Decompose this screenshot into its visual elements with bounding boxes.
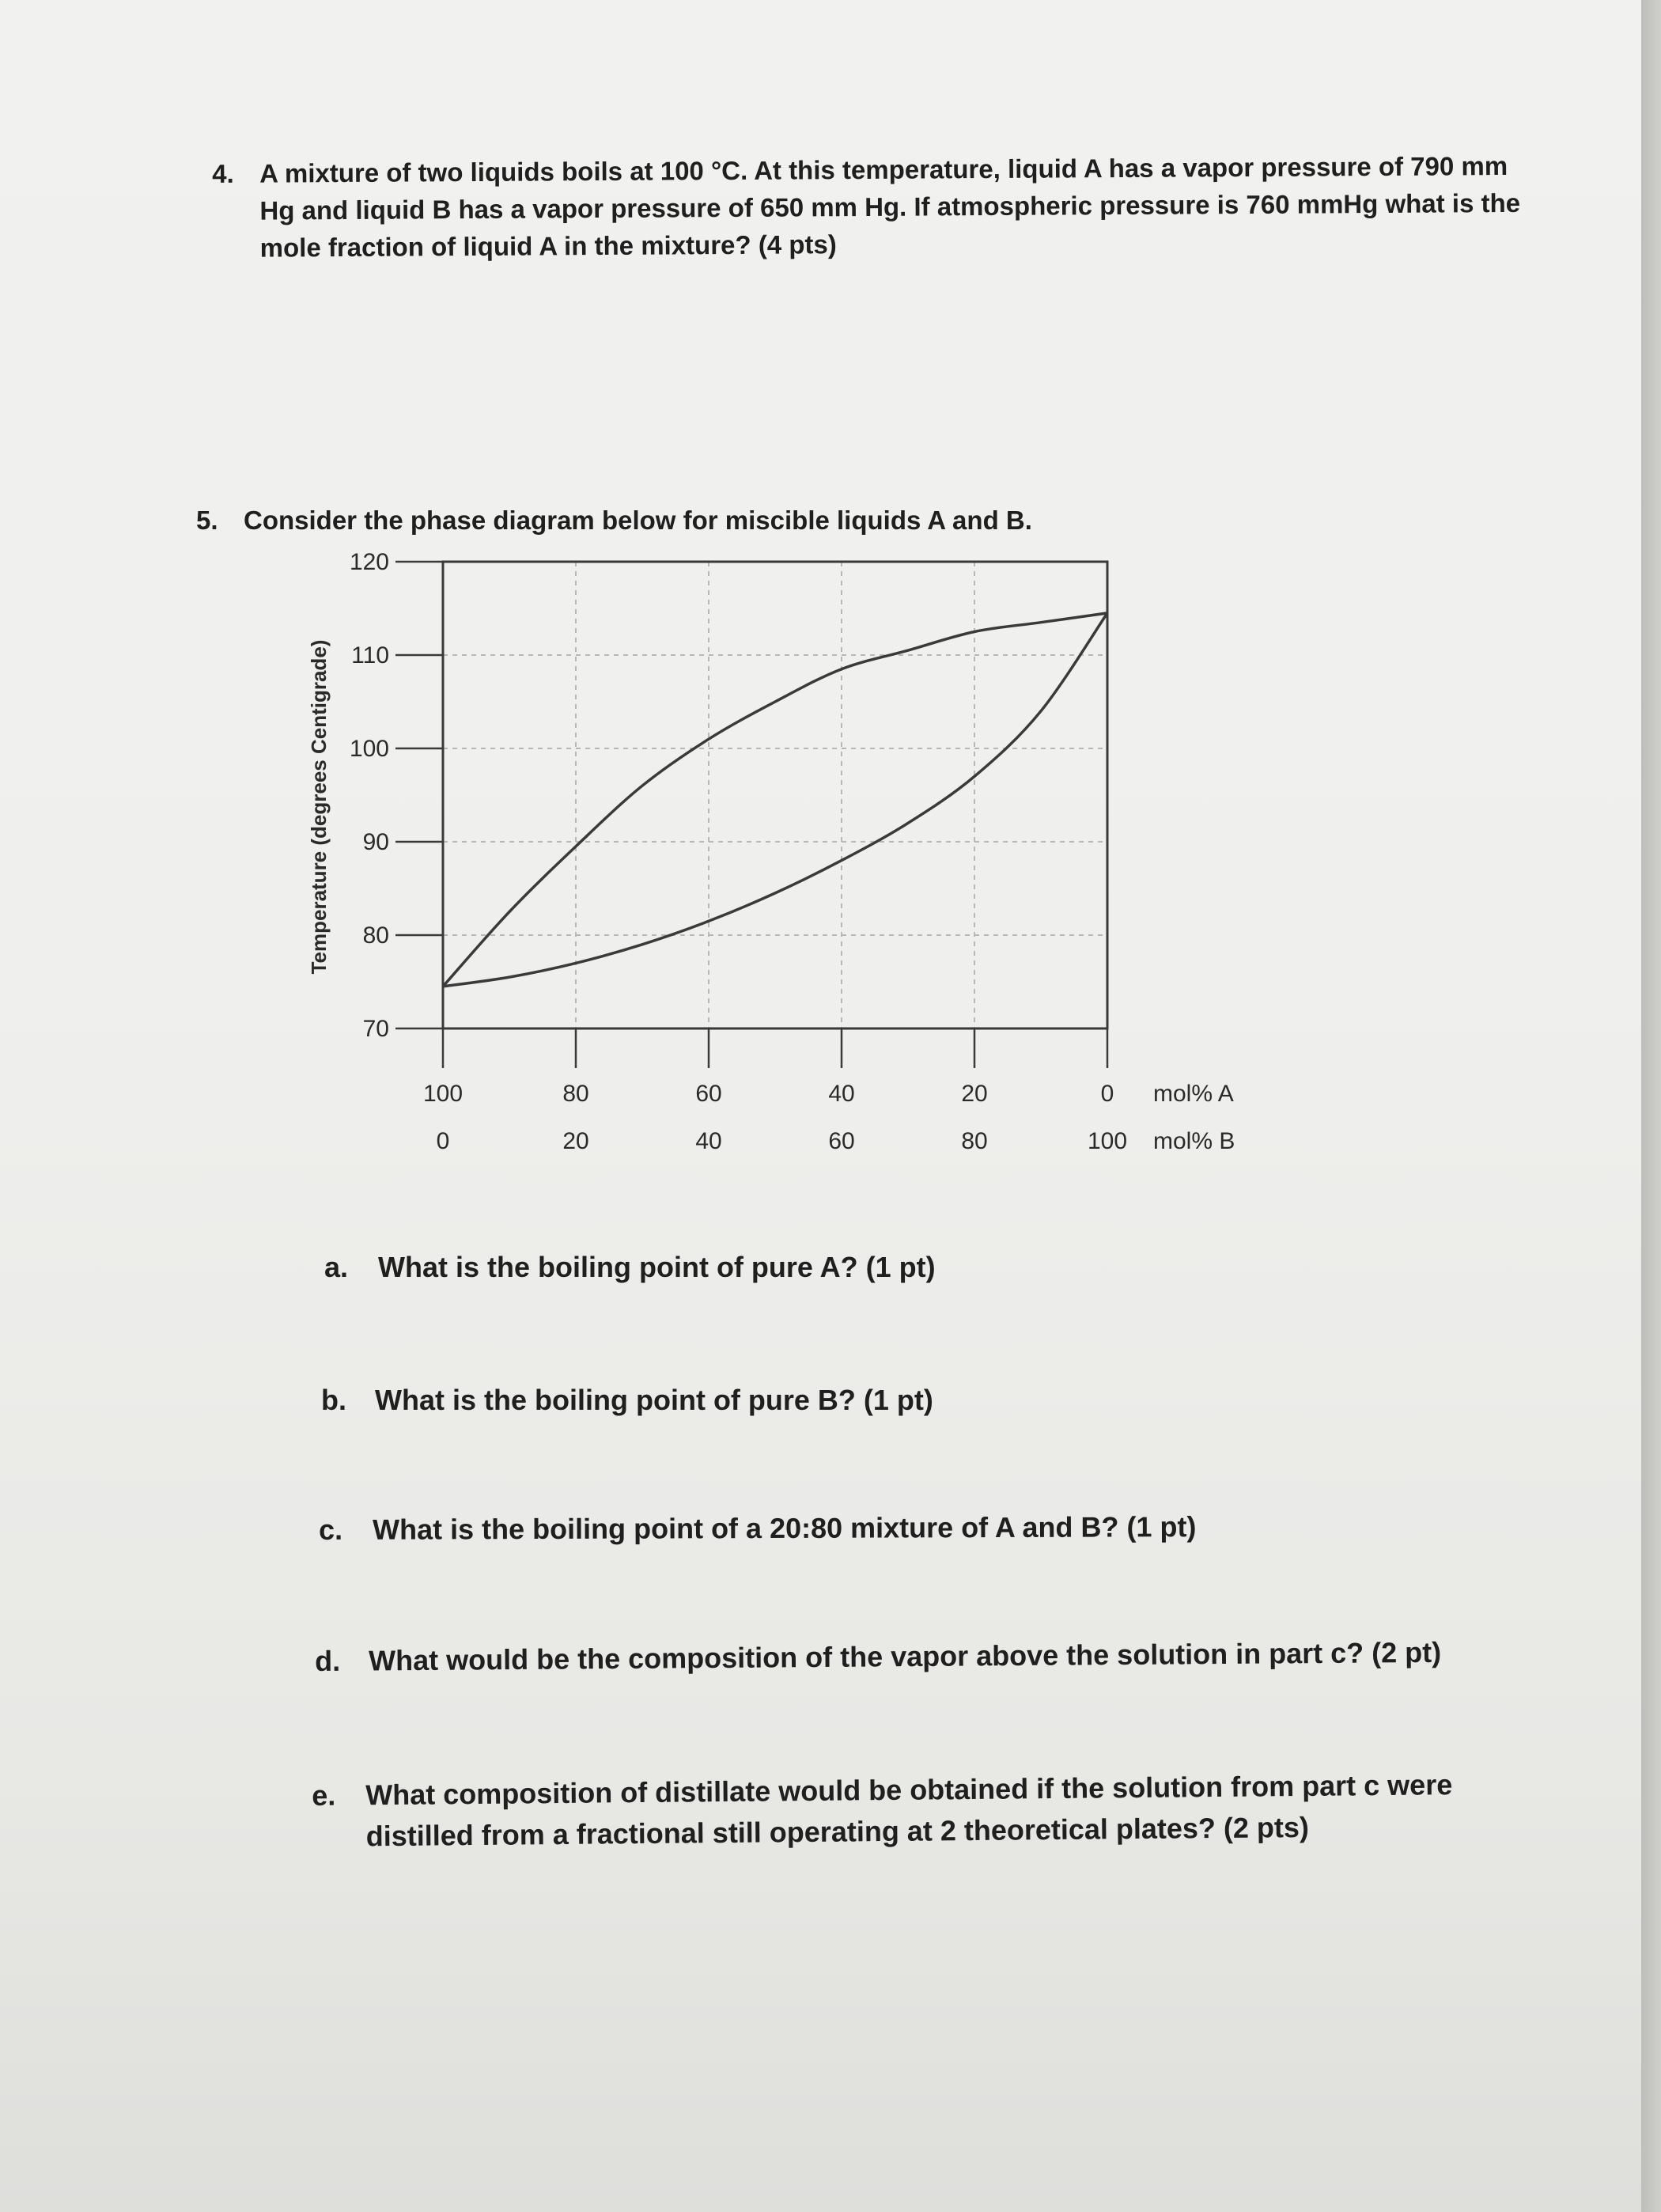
y-axis-label: Temperature (degrees Centigrade) (307, 639, 331, 975)
question-5-text: Consider the phase diagram below for miscible liquids A and B. (244, 506, 1032, 535)
question-5-number: 5. (196, 506, 218, 535)
part-letter: b. (321, 1384, 346, 1416)
page-edge (1641, 0, 1661, 2212)
y-tick-label: 70 (362, 1016, 389, 1042)
plot-frame (443, 562, 1107, 1028)
part-letter: e. (312, 1778, 336, 1812)
liquid-curve (443, 613, 1107, 987)
x-axis-ticks (423, 1028, 1127, 1154)
x-tick-label-mol-b: 20 (562, 1128, 589, 1154)
y-axis-ticks (350, 549, 443, 1042)
x-tick-label-mol-a: 40 (828, 1081, 855, 1107)
x-tick-label-mol-a: 20 (961, 1081, 988, 1107)
x-tick-label-mol-b: 60 (828, 1128, 855, 1154)
phase-diagram (285, 538, 1266, 1195)
question-4-number: 4. (212, 158, 234, 188)
x-tick-label-mol-b: 0 (436, 1128, 450, 1154)
y-tick-label: 90 (362, 829, 389, 855)
part-text: What is the boiling point of pure A? (1 pt) (378, 1251, 936, 1283)
question-4-text: A mixture of two liquids boils at 100 °C. At this temperature, liquid A has a vapor pressure of 790 mm Hg and liquid B has a vapor pressure of 650 mm Hg. If atmospheric pressure is 760 mmHg what is the mole fraction of liquid A in the mixture? (4 pts) (259, 150, 1521, 263)
x-axis-label-mol-b: mol% B (1153, 1128, 1235, 1154)
y-tick-label: 80 (362, 922, 389, 949)
y-tick-label: 110 (351, 642, 389, 669)
x-tick-label-mol-a: 100 (422, 1081, 463, 1107)
y-tick-label: 100 (349, 736, 389, 762)
x-tick-label-mol-a: 60 (695, 1081, 722, 1107)
part-letter: a. (324, 1251, 349, 1283)
x-tick-label-mol-b: 40 (695, 1128, 722, 1154)
chart-grid (443, 562, 1107, 1028)
x-tick-label-mol-b: 80 (961, 1128, 988, 1154)
x-tick-label-mol-b: 100 (1087, 1128, 1128, 1154)
chart-curves (443, 613, 1107, 987)
part-text: What is the boiling point of a 20:80 mixture of A and B? (1 pt) (373, 1510, 1197, 1546)
part-letter: d. (315, 1644, 341, 1677)
x-axis-label-mol-a: mol% A (1153, 1081, 1234, 1107)
part-text: What would be the composition of the vapor above the solution in part c? (2 pt) (369, 1635, 1442, 1677)
y-tick-label: 120 (349, 549, 389, 575)
part-letter: c. (319, 1513, 343, 1546)
x-tick-label-mol-a: 0 (1100, 1081, 1114, 1107)
part-text: What is the boiling point of pure B? (1 pt) (375, 1384, 933, 1416)
part-text: What composition of distillate would be obtained if the solution from part c were distilled from a fractional still operating at 2 theoretical plates? (2 pts) (365, 1768, 1453, 1853)
vapor-curve (443, 613, 1107, 987)
x-tick-label-mol-a: 80 (562, 1081, 589, 1107)
chart-frame (443, 562, 1107, 1028)
